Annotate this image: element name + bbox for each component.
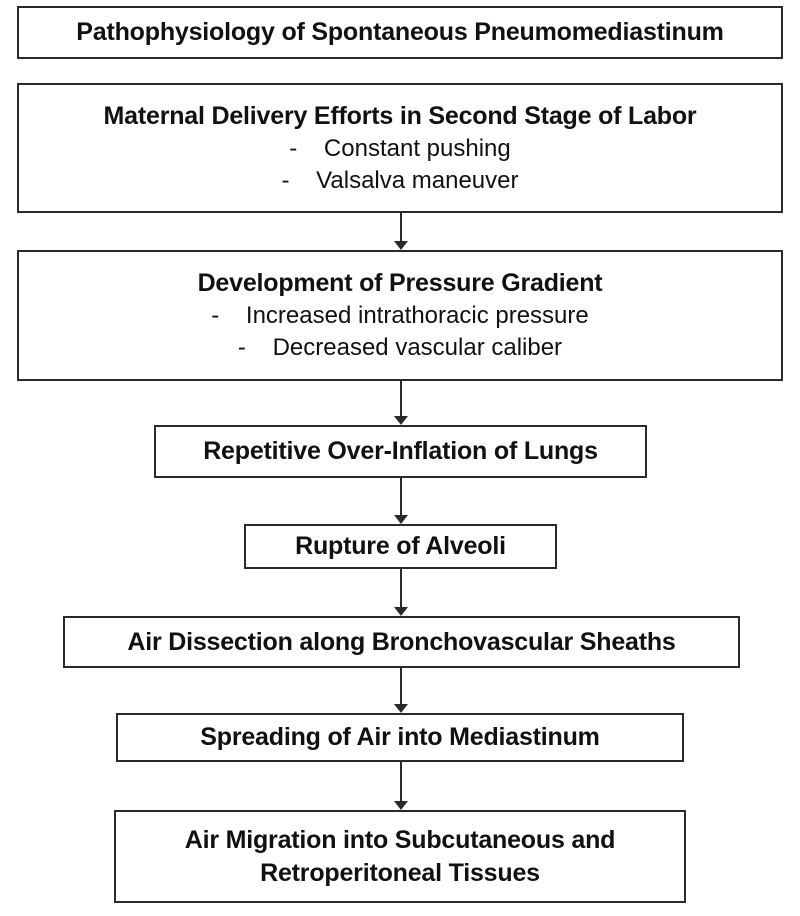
diagram-title: Pathophysiology of Spontaneous Pneumomediastinum xyxy=(76,18,724,46)
step-heading: Maternal Delivery Efforts in Second Stage of Labor xyxy=(103,101,697,130)
step-box-air-dissection xyxy=(63,616,740,668)
step-heading: Air Dissection along Bronchovascular Sheaths xyxy=(127,627,676,656)
step-item: - Valsalva maneuver xyxy=(281,166,519,194)
step-box-air-mediastinum xyxy=(116,713,684,762)
diagram-title-box xyxy=(17,6,783,59)
step-heading-line2: Retroperitoneal Tissues xyxy=(260,858,540,887)
step-heading: Spreading of Air into Mediastinum xyxy=(200,723,600,751)
step-box-air-migration xyxy=(114,810,686,903)
step-item: - Decreased vascular caliber xyxy=(237,334,563,361)
step-item: - Constant pushing xyxy=(289,134,511,162)
flow-arrow xyxy=(394,762,408,810)
step-box-rupture-alveoli xyxy=(244,524,557,569)
step-heading: Repetitive Over-Inflation of Lungs xyxy=(203,437,598,465)
flow-arrow xyxy=(394,381,408,425)
step-heading: Rupture of Alveoli xyxy=(295,532,506,560)
step-heading: Air Migration into Subcutaneous and xyxy=(184,825,616,854)
step-item: - Increased intrathoracic pressure xyxy=(211,302,589,329)
step-heading: Development of Pressure Gradient xyxy=(197,269,603,297)
flow-arrow xyxy=(394,569,408,616)
step-box-pressure-gradient xyxy=(17,250,783,381)
flow-arrow xyxy=(394,213,408,250)
step-box-over-inflation xyxy=(154,425,647,478)
flow-arrow xyxy=(394,478,408,524)
step-box-maternal-delivery xyxy=(17,83,783,213)
flow-arrow xyxy=(394,668,408,713)
